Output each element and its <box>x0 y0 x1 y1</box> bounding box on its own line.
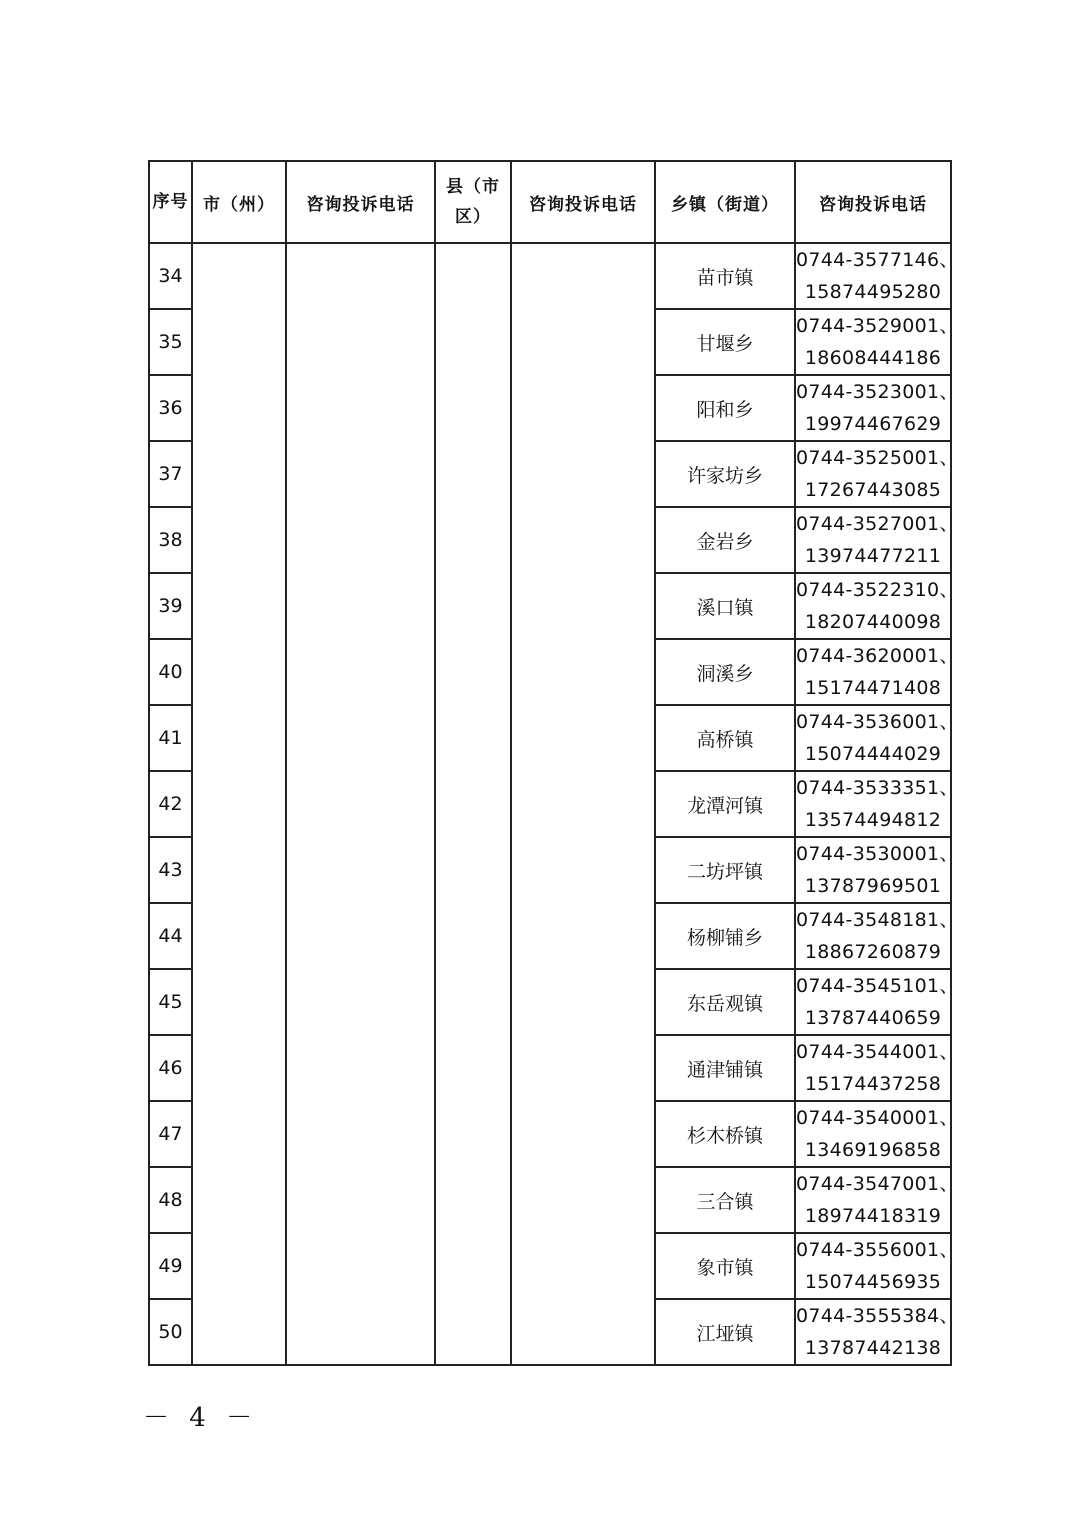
row-phone <box>795 1101 959 1167</box>
row-phone-landline: 0744-3540001、 <box>796 1107 959 1129</box>
row-phone-mobile: 18608444186 <box>804 347 942 369</box>
row-town: 二坊坪镇 <box>655 837 795 903</box>
row-phone <box>795 375 959 441</box>
row-seq: 45 <box>149 969 192 1035</box>
row-seq: 42 <box>149 771 192 837</box>
row-phone <box>795 1167 959 1233</box>
row-seq: 48 <box>149 1167 192 1233</box>
row-phone-mobile: 18974418319 <box>804 1205 942 1227</box>
row-phone-landline: 0744-3523001、 <box>796 381 959 403</box>
row-phone-landline: 0744-3555384、 <box>796 1305 959 1327</box>
row-town: 洞溪乡 <box>655 639 795 705</box>
county-phone-cell <box>511 243 655 1365</box>
row-phone-landline: 0744-3530001、 <box>796 843 959 865</box>
row-seq: 37 <box>149 441 192 507</box>
row-phone <box>795 903 959 969</box>
row-town: 苗市镇 <box>655 243 795 309</box>
row-phone <box>795 1035 959 1101</box>
row-town: 通津铺镇 <box>655 1035 795 1101</box>
header-city: 市（州） <box>192 161 286 243</box>
row-phone <box>795 705 959 771</box>
row-seq: 40 <box>149 639 192 705</box>
row-phone <box>795 837 959 903</box>
row-phone-landline: 0744-3533351、 <box>796 777 959 799</box>
row-seq: 36 <box>149 375 192 441</box>
row-phone-landline: 0744-3522310、 <box>796 579 959 601</box>
row-phone-mobile: 13787440659 <box>804 1007 942 1029</box>
header-town: 乡镇（街道） <box>655 161 795 243</box>
row-phone-landline: 0744-3545101、 <box>796 975 959 997</box>
row-phone <box>795 1299 959 1365</box>
row-seq: 43 <box>149 837 192 903</box>
row-phone-mobile: 15874495280 <box>804 281 942 303</box>
row-phone-landline: 0744-3620001、 <box>796 645 959 667</box>
row-phone-mobile: 13974477211 <box>804 545 942 567</box>
header-county-phone: 咨询投诉电话 <box>511 161 655 243</box>
table-header-row <box>149 161 951 243</box>
row-seq: 44 <box>149 903 192 969</box>
row-seq: 46 <box>149 1035 192 1101</box>
header-town-phone: 咨询投诉电话 <box>795 161 951 243</box>
row-town: 金岩乡 <box>655 507 795 573</box>
row-town: 高桥镇 <box>655 705 795 771</box>
row-phone-landline: 0744-3529001、 <box>796 315 959 337</box>
row-seq: 47 <box>149 1101 192 1167</box>
row-seq: 41 <box>149 705 192 771</box>
row-phone <box>795 507 959 573</box>
row-phone <box>795 771 959 837</box>
row-town: 杉木桥镇 <box>655 1101 795 1167</box>
row-phone-mobile: 18867260879 <box>804 941 942 963</box>
row-phone <box>795 639 959 705</box>
row-phone <box>795 1233 959 1299</box>
row-town: 三合镇 <box>655 1167 795 1233</box>
row-phone-landline: 0744-3548181、 <box>796 909 959 931</box>
county-cell <box>435 243 511 1365</box>
row-phone-mobile: 13787969501 <box>804 875 942 897</box>
row-town: 江垭镇 <box>655 1299 795 1365</box>
row-phone-mobile: 15074444029 <box>804 743 942 765</box>
row-phone-landline: 0744-3547001、 <box>796 1173 959 1195</box>
city-phone-cell <box>286 243 435 1365</box>
row-phone-landline: 0744-3577146、 <box>796 249 959 271</box>
row-phone-landline: 0744-3556001、 <box>796 1239 959 1261</box>
row-phone-mobile: 15174437258 <box>804 1073 942 1095</box>
row-seq: 35 <box>149 309 192 375</box>
row-phone <box>795 573 959 639</box>
row-seq: 34 <box>149 243 192 309</box>
row-phone-landline: 0744-3527001、 <box>796 513 959 535</box>
table-row <box>149 243 951 309</box>
city-cell <box>192 243 286 1365</box>
row-town: 东岳观镇 <box>655 969 795 1035</box>
row-phone <box>795 243 959 309</box>
row-phone <box>795 309 959 375</box>
contact-table <box>148 160 959 1366</box>
row-town: 溪口镇 <box>655 573 795 639</box>
row-phone-landline: 0744-3544001、 <box>796 1041 959 1063</box>
row-town: 阳和乡 <box>655 375 795 441</box>
row-phone-landline: 0744-3525001、 <box>796 447 959 469</box>
header-county: 县（市区） <box>435 161 511 243</box>
row-town: 龙潭河镇 <box>655 771 795 837</box>
row-phone-mobile: 13469196858 <box>804 1139 942 1161</box>
row-phone-mobile: 13787442138 <box>804 1337 942 1359</box>
page-number: － 4 － <box>143 1403 259 1433</box>
row-town: 杨柳铺乡 <box>655 903 795 969</box>
row-phone <box>795 969 959 1035</box>
row-seq: 39 <box>149 573 192 639</box>
row-town: 甘堰乡 <box>655 309 795 375</box>
row-seq: 50 <box>149 1299 192 1365</box>
row-phone-landline: 0744-3536001、 <box>796 711 959 733</box>
row-phone-mobile: 18207440098 <box>804 611 942 633</box>
row-phone-mobile: 17267443085 <box>804 479 942 501</box>
row-phone-mobile: 15074456935 <box>804 1271 942 1293</box>
row-phone-mobile: 13574494812 <box>804 809 942 831</box>
row-seq: 49 <box>149 1233 192 1299</box>
table-body <box>149 243 959 1365</box>
row-phone-mobile: 19974467629 <box>804 413 942 435</box>
row-town: 许家坊乡 <box>655 441 795 507</box>
row-seq: 38 <box>149 507 192 573</box>
header-city-phone: 咨询投诉电话 <box>286 161 435 243</box>
row-phone-mobile: 15174471408 <box>804 677 942 699</box>
header-seq: 序号 <box>149 161 192 243</box>
row-town: 象市镇 <box>655 1233 795 1299</box>
row-phone <box>795 441 959 507</box>
